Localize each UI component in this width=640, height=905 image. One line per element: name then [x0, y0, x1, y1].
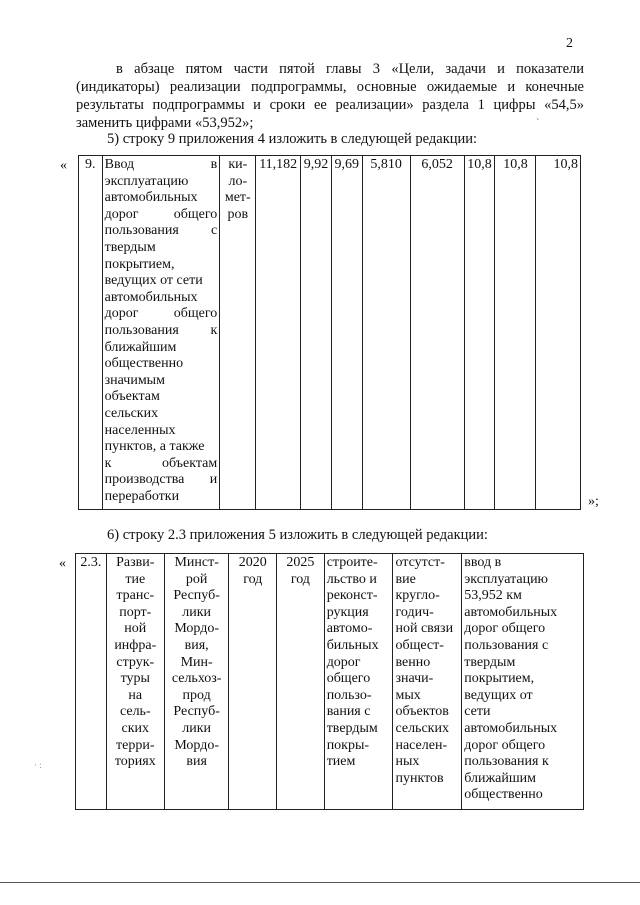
indicator-line [105, 290, 218, 307]
program-name-line: инфра- [114, 637, 157, 653]
close-quote-table1: »; [588, 494, 599, 509]
executor-line: прод [182, 687, 211, 703]
program-name-line: на [128, 687, 143, 703]
indicator-line-word: переработки [104, 488, 180, 504]
executor-line: вия, [184, 637, 209, 653]
result-line: 53,952 км [464, 588, 522, 604]
consequences-line: объектов [395, 704, 449, 720]
measures-line: рукция [326, 604, 369, 620]
indicator-line [105, 207, 218, 224]
value-cell: 10,8 [536, 156, 581, 510]
measures-line: тием [326, 754, 356, 770]
table-row [79, 156, 581, 510]
expected-result [462, 554, 584, 810]
measures-line: льство и [326, 571, 377, 587]
value-cell: 5,810 [362, 156, 410, 510]
program-name-line: тие [125, 571, 146, 587]
table-row [76, 554, 584, 810]
result-line: ведущих от [464, 687, 533, 703]
measures-line: дорог [326, 654, 361, 670]
measures-line: автомо- [326, 621, 373, 637]
consequences [393, 554, 462, 810]
result-line: ближайшим [464, 770, 537, 786]
value-cell: 11,182 [256, 156, 301, 510]
program-name-line: ториях [114, 754, 156, 770]
indicator-line [105, 439, 218, 456]
indicator-line [105, 190, 218, 207]
indicator-line [105, 472, 218, 489]
page-bottom-line [0, 882, 640, 883]
result-line: автомобильных [464, 720, 558, 736]
program-name-line: терри- [116, 737, 155, 753]
indicator-line-word: общего [173, 206, 218, 222]
indicator-line-word: покрытием, [104, 256, 175, 272]
result-line: эксплуатацию [464, 571, 549, 587]
measures-line: пользо- [326, 687, 372, 703]
unit-line: ло- [228, 173, 248, 189]
indicator-line [105, 306, 218, 323]
result-line: дорог общего [464, 737, 546, 753]
consequences-line: пунктов [395, 770, 444, 786]
program-name-line: струк- [116, 654, 155, 670]
appendix-5-row-2-3-table [75, 553, 584, 810]
executor-line: лики [182, 604, 212, 620]
executor-line: лики [182, 720, 212, 736]
executor-line: Минст- [174, 555, 219, 570]
unit-line: ки- [228, 157, 248, 172]
indicator-line-word: ведущих от сети [104, 273, 203, 289]
result-line: пользования с [464, 637, 549, 653]
consequences-line: венно [395, 654, 431, 670]
result-line: общественно [464, 787, 543, 803]
indicator-line-word: ближайшим [104, 339, 177, 355]
indicator-line-word: общественно [104, 356, 184, 372]
indicator-line-word: сельских [104, 405, 159, 421]
executor-line: сельхоз- [171, 671, 222, 687]
indicator-line-word: автомобильных [104, 289, 198, 305]
indicator-line [105, 456, 218, 473]
measures-line: реконст- [326, 588, 378, 604]
consequences-line: ной связи [395, 621, 454, 637]
unit-line: ров [227, 206, 249, 222]
indicator-line [105, 489, 218, 506]
consequences-line: ных [395, 754, 420, 770]
indicator-line-word: объектам [104, 389, 160, 405]
indicator-line [105, 240, 218, 257]
measures-line: твердым [326, 720, 378, 736]
indicator-line [105, 157, 218, 174]
measures-line: вания с [326, 704, 371, 720]
indicator-line [105, 174, 218, 191]
indicator-line [105, 356, 218, 373]
consequences-line: сельских [395, 720, 449, 736]
indicator-line-word: эксплуатацию [104, 173, 189, 189]
result-line: дорог общего [464, 621, 546, 637]
indicator-line [105, 223, 218, 240]
indicator-line [105, 340, 218, 357]
paragraph-amend-figures-text: в абзаце пятом части пятой главы 3 «Цели, задачи и показатели (индикаторы) реализации подпрограммы, основные ожидаемые и конечные результаты подпрограммы и сроки ее реализации» раздела 1 цифры «54,5» заменить цифрами «53,952»; [76, 61, 584, 131]
indicator-line [105, 406, 218, 423]
indicator-line-word: с [211, 223, 218, 239]
scan-mark: ` [536, 118, 540, 129]
row-number: 2.3. [76, 554, 107, 810]
consequences-line: мых [395, 687, 421, 703]
indicator-line-word: автомобильных [104, 190, 198, 206]
program-name [106, 554, 164, 810]
consequences-line: значи- [395, 671, 434, 687]
paragraph-appendix-4: 5) строку 9 приложения 4 изложить в следующей редакции: [107, 131, 478, 147]
paragraph-amend-figures [76, 60, 584, 132]
indicator-line [105, 273, 218, 290]
measures-line: покры- [326, 737, 370, 753]
consequences-line: общест- [395, 637, 444, 653]
end-year [277, 554, 325, 810]
end-line: год [290, 571, 310, 587]
start-year [229, 554, 277, 810]
consequences-line: населен- [395, 737, 448, 753]
start-line: год [243, 571, 263, 587]
program-name-line: Разви- [116, 555, 155, 570]
executor-line: Респуб- [173, 588, 220, 604]
measures [324, 554, 393, 810]
indicator-line [105, 323, 218, 340]
appendix-4-row-9-table [78, 155, 581, 510]
result-line: сети [464, 704, 491, 720]
start-line: 2020 [238, 555, 267, 570]
indicator-line-word: и [209, 472, 218, 488]
result-line: автомобильных [464, 604, 558, 620]
indicator-line [105, 423, 218, 440]
indicator-line-word: к [210, 322, 218, 338]
value-cell: 9,69 [331, 156, 362, 510]
measures-line: бильных [326, 637, 379, 653]
executor-line: Мордо- [174, 737, 220, 753]
row-number: 9. [79, 156, 103, 510]
indicator-line [105, 389, 218, 406]
indicator-line [105, 373, 218, 390]
program-name-line: туры [120, 671, 150, 687]
program-name-line: сель- [119, 704, 151, 720]
measures-line: строите- [326, 555, 378, 570]
scan-noise: · : [34, 760, 42, 770]
result-line: покрытием, [464, 671, 535, 687]
executor [164, 554, 229, 810]
executor-line: Мордо- [174, 621, 220, 637]
consequences-line: вие [395, 571, 416, 587]
indicator-line-word: населенных [104, 422, 176, 438]
program-name-line: транс- [116, 588, 155, 604]
value-cell: 9,92 [301, 156, 332, 510]
indicator-line-word: дорог [104, 206, 139, 222]
program-name-line: порт- [119, 604, 152, 620]
indicator-line-word: значимым [104, 372, 165, 388]
executor-line: Респуб- [173, 704, 220, 720]
result-line: ввод в [464, 555, 502, 570]
indicator-line-word: дорог [104, 306, 139, 322]
executor-line: Мин- [180, 654, 213, 670]
value-cell: 6,052 [410, 156, 464, 510]
value-cell: 10,8 [495, 156, 536, 510]
indicator-line-word: к [104, 455, 112, 471]
indicator-line-word: производства [104, 472, 185, 488]
indicator-line [105, 257, 218, 274]
indicator-line-word: объектам [162, 455, 218, 471]
open-quote-table2: « [59, 556, 66, 571]
indicator-name [102, 156, 220, 510]
indicator-line-word: пунктов, а также [104, 439, 205, 455]
value-cell: 10,8 [464, 156, 495, 510]
measures-line: общего [326, 671, 371, 687]
page-number: 2 [566, 36, 573, 51]
indicator-line-word: пользования [104, 322, 179, 338]
consequences-line: годич- [395, 604, 434, 620]
indicator-line-word: твердым [104, 239, 156, 255]
program-name-line: ной [124, 621, 147, 637]
paragraph-appendix-5: 6) строку 2.3 приложения 5 изложить в следующей редакции: [107, 527, 488, 543]
result-line: твердым [464, 654, 516, 670]
indicator-line-word: общего [173, 306, 218, 322]
executor-line: рой [185, 571, 208, 587]
unit-cell [220, 156, 256, 510]
indicator-line-word: пользования [104, 223, 179, 239]
indicator-line-word: Ввод [104, 157, 135, 172]
indicator-line-word: в [210, 157, 218, 172]
executor-line: вия [186, 754, 207, 770]
open-quote-table1: « [60, 158, 67, 173]
consequences-line: отсутст- [395, 555, 445, 570]
program-name-line: ских [121, 720, 150, 736]
unit-line: мет- [224, 190, 251, 206]
end-line: 2025 [286, 555, 315, 570]
result-line: пользования к [464, 754, 549, 770]
consequences-line: кругло- [395, 588, 440, 604]
